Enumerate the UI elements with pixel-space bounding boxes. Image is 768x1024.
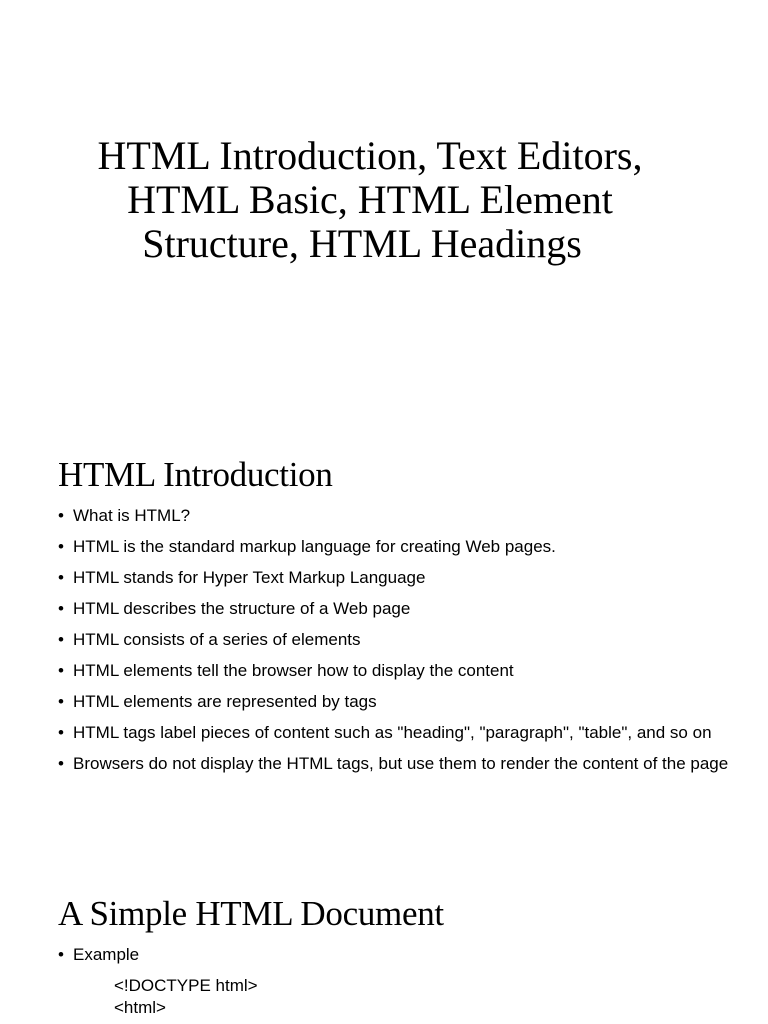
bullet-item: • HTML is the standard markup language for creating Web pages.: [58, 536, 738, 558]
bullet-item: • HTML elements tell the browser how to display the content: [58, 660, 738, 682]
code-line: <html>: [114, 998, 166, 1017]
simple-document-section: [58, 894, 738, 1019]
bullet-list: [58, 505, 738, 775]
bullet-item: • HTML consists of a series of elements: [58, 629, 738, 651]
bullet-item: • HTML describes the structure of a Web page: [58, 598, 738, 620]
main-title-line: HTML Basic, HTML Element: [127, 177, 613, 222]
main-title-line: Structure, HTML Headings: [142, 221, 582, 266]
bullet-item: • HTML stands for Hyper Text Markup Language: [58, 567, 738, 589]
section-heading: HTML Introduction: [58, 455, 333, 494]
intro-section: [58, 455, 738, 784]
main-title-line: HTML Introduction, Text Editors,: [97, 133, 643, 178]
code-example: [114, 975, 738, 1019]
main-title: [0, 134, 740, 266]
bullet-item: • HTML tags label pieces of content such as "heading", "paragraph", "table", and so on: [58, 722, 738, 744]
bullet-item: • HTML elements are represented by tags: [58, 691, 738, 713]
code-line: <!DOCTYPE html>: [114, 976, 258, 995]
bullet-item: • Example: [58, 944, 738, 966]
bullet-item: • What is HTML?: [58, 505, 738, 527]
bullet-item: • Browsers do not display the HTML tags, but use them to render the content of the page: [58, 753, 738, 775]
section-heading: A Simple HTML Document: [58, 894, 444, 933]
bullet-list: [58, 944, 738, 966]
title-slide: [0, 0, 768, 420]
